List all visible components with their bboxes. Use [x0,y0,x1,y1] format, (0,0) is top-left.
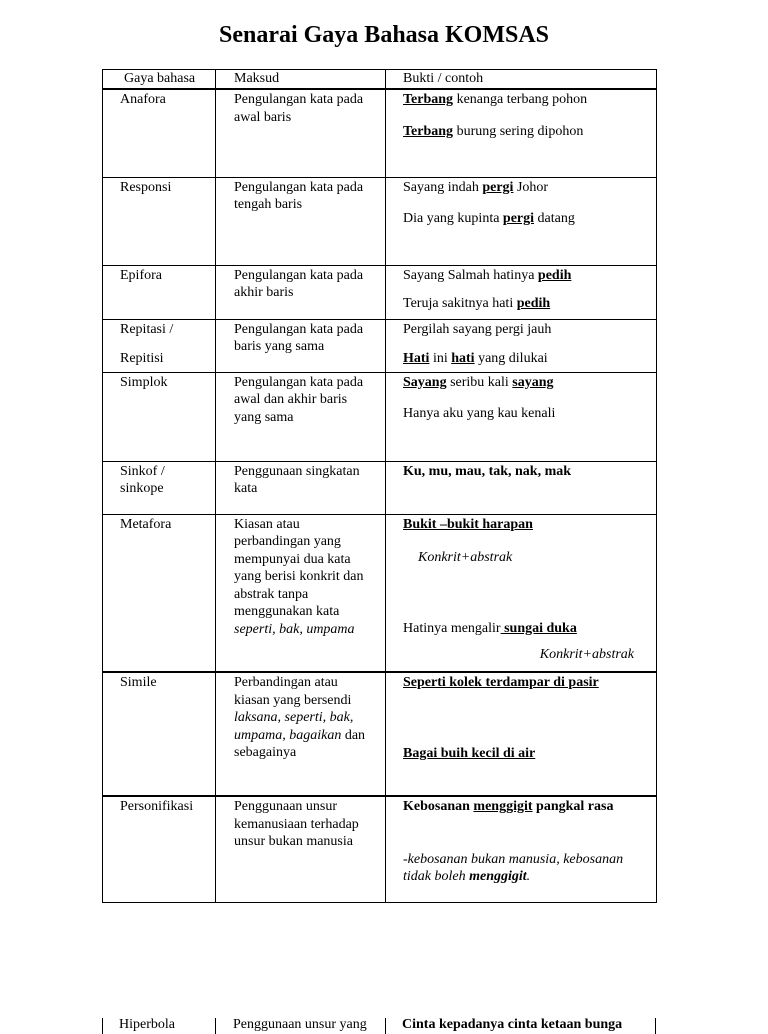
row-name: Personifikasi [103,796,216,902]
row-meaning: Pengulangan kata pada awal baris [216,89,386,177]
stub-meaning: Penggunaan unsur yang [233,1017,367,1032]
row-name: Metafora [103,514,216,672]
row-meaning: Pengulangan kata pada awal dan akhir baris yang sama [216,372,386,461]
stub-border [655,1018,656,1034]
stub-name: Hiperbola [119,1017,175,1032]
header-maksud: Maksud [216,70,386,90]
header-bukti-contoh: Bukti / contoh [386,70,657,90]
row-example: Kebosanan menggigit pangkal rasa -kebosanan bukan manusia, kebosanan tidak boleh menggigit. [386,796,657,902]
row-name: Repitasi / Repitisi [103,319,216,372]
row-name: Responsi [103,177,216,265]
row-name: Simplok [103,372,216,461]
table-row [103,372,657,461]
row-meaning: Perbandingan atau kiasan yang bersendi laksana, seperti, bak, umpama, bagaikan dan sebagainya [216,672,386,796]
table-row [103,319,657,372]
row-meaning: Kiasan atau perbandingan yang mempunyai dua kata yang berisi konkrit dan abstrak tanpa menggunakan kata seperti, bak, umpama [216,514,386,672]
row-name: Sinkof / sinkope [103,461,216,514]
row-example: Terbang kenanga terbang pohon Terbang burung sering dipohon [386,89,657,177]
stub-border [102,1018,103,1034]
next-page-table-stub [102,1014,656,1034]
table-row [103,265,657,319]
stub-border [385,1018,386,1034]
row-meaning: Penggunaan unsur kemanusiaan terhadap unsur bukan manusia [216,796,386,902]
row-meaning: Pengulangan kata pada baris yang sama [216,319,386,372]
row-example: Seperti kolek terdampar di pasir Bagai buih kecil di air [386,672,657,796]
table-row [103,672,657,796]
row-example: Bukit –bukit harapan Konkrit+abstrak Hatinya mengalir sungai duka Konkrit+abstrak [386,514,657,672]
table-header-row [103,70,657,90]
row-name: Epifora [103,265,216,319]
row-name: Simile [103,672,216,796]
stub-border [215,1018,216,1034]
page-title: Senarai Gaya Bahasa KOMSAS [218,22,550,48]
table-row [103,514,657,672]
table-row [103,89,657,177]
row-example: Sayang Salmah hatinya pedih Teruja sakitnya hati pedih [386,265,657,319]
row-example: Ku, mu, mau, tak, nak, mak [386,461,657,514]
table-row [103,796,657,902]
row-example: Sayang seribu kali sayang Hanya aku yang kau kenali [386,372,657,461]
row-meaning: Penggunaan singkatan kata [216,461,386,514]
row-name: Anafora [103,89,216,177]
table-row [103,461,657,514]
table-row [103,177,657,265]
row-meaning: Pengulangan kata pada tengah baris [216,177,386,265]
gaya-bahasa-table [102,69,657,903]
row-meaning: Pengulangan kata pada akhir baris [216,265,386,319]
row-example: Pergilah sayang pergi jauh Hati ini hati yang dilukai [386,319,657,372]
stub-example: Cinta kepadanya cinta ketaan bunga [402,1017,623,1032]
row-example: Sayang indah pergi Johor Dia yang kupinta pergi datang [386,177,657,265]
header-gaya-bahasa: Gaya bahasa [103,70,216,90]
